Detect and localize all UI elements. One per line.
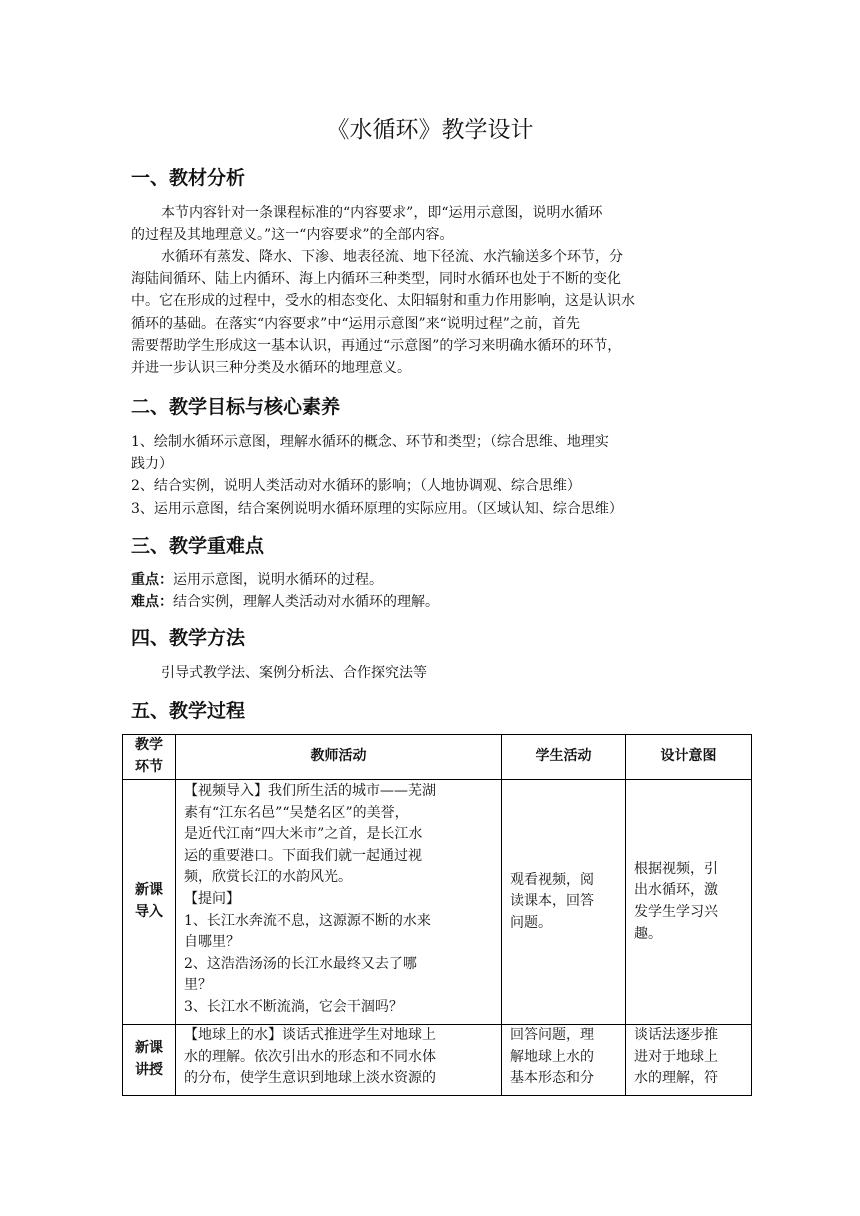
- goal-line: 践力）: [131, 456, 173, 473]
- student-activity-text: [510, 870, 622, 935]
- cell-line: 趣。: [634, 925, 662, 942]
- cell-line: 运的重要港口。下面我们就一起通过视: [184, 847, 422, 864]
- teacher-activity-text: [184, 1025, 498, 1090]
- cell-line: 观看视频，阅: [510, 871, 594, 888]
- header-student: 学生活动: [502, 735, 626, 780]
- cell-line: 频，欣赏长江的水韵风光。: [184, 869, 352, 886]
- goal-line: 1、绘制水循环示意图，理解水循环的概念、环节和类型；（综合思维、地理实: [131, 434, 609, 450]
- cell-line: 根据视频，引: [634, 860, 718, 877]
- teacher-activity-cell: [176, 1025, 502, 1096]
- paragraph-line: 本节内容针对一条课程标准的“内容要求”，即“运用示意图，说明水循环: [161, 205, 603, 221]
- cell-line: 2、这浩浩汤汤的长江水最终又去了哪: [184, 955, 417, 972]
- cell-line: 素有“江东名邑”“吴楚名区”的美誉，: [184, 804, 409, 821]
- cell-line: 里？: [184, 977, 212, 994]
- paragraph-line: 需要帮助学生形成这一基本认识，再通过“示意图”的学习来明确水循环的环节，: [131, 337, 622, 354]
- paragraph-line: 水循环有蒸发、降水、下渗、地表径流、地下径流、水汽输送多个环节，分: [161, 249, 623, 265]
- header-stage-label: [123, 735, 175, 778]
- stage-label: [123, 880, 175, 923]
- section1-paragraph-1: [131, 202, 731, 246]
- cell-line: 自哪里？: [184, 934, 240, 951]
- goal-line: 3、运用示意图，结合案例说明水循环原理的实际应用。（区域认知、综合思维）: [131, 500, 623, 517]
- teacher-activity-text: [184, 781, 498, 1019]
- stage-cell: [123, 1025, 176, 1096]
- header-stage: [123, 735, 176, 780]
- cell-line: 读课本，回答: [510, 893, 594, 910]
- document-title: 《水循环》教学设计: [326, 117, 534, 143]
- table-header-row: [123, 735, 752, 780]
- goal-line: 2、结合实例，说明人类活动对水循环的影响；（人地协调观、综合思维）: [131, 478, 581, 495]
- cell-line: 出水循环，激: [634, 882, 718, 899]
- design-intent-text: [634, 859, 748, 945]
- paragraph-line: 的过程及其地理意义。”这一“内容要求”的全部内容。: [131, 227, 454, 244]
- cell-line: 回答问题，理: [510, 1027, 594, 1043]
- key-point: [131, 569, 731, 591]
- student-activity-cell: [502, 780, 626, 1025]
- section-heading-1: 一、教材分析: [131, 167, 246, 189]
- key-point-label: 重点：: [131, 572, 173, 588]
- table-row: [123, 780, 752, 1025]
- table-row: [123, 1025, 752, 1096]
- cell-line: 1、长江水奔流不息，这源源不断的水来: [184, 912, 431, 929]
- section2-goals: [131, 431, 731, 520]
- teaching-process-table: [122, 734, 752, 1096]
- student-activity-cell: [502, 1025, 626, 1096]
- difficult-point: [131, 591, 731, 613]
- header-line: 教学: [135, 737, 163, 754]
- section-heading-5: 五、教学过程: [131, 700, 246, 722]
- stage-cell: [123, 780, 176, 1025]
- cell-line: 的分布，使学生意识到地球上淡水资源的: [184, 1070, 436, 1087]
- cell-line: 发学生学习兴: [634, 904, 718, 920]
- header-line: 环节: [135, 759, 163, 775]
- header-intent: 设计意图: [626, 735, 752, 780]
- section-heading-4: 四、教学方法: [131, 627, 246, 649]
- teacher-activity-cell: [176, 780, 502, 1025]
- stage-line: 讲授: [135, 1062, 163, 1078]
- cell-line: 水的理解。依次引出水的形态和不同水体: [184, 1048, 436, 1065]
- paragraph-line: 循环的基础。在落实“内容要求”中“运用示意图”来“说明过程”之前，首先: [131, 315, 580, 332]
- stage-line: 新课: [135, 1040, 163, 1057]
- paragraph-line: 中。它在形成的过程中，受水的相态变化、太阳辐射和重力作用影响，这是认识水: [131, 293, 635, 310]
- cell-line: 3、长江水不断流淌，它会干涸吗？: [184, 998, 403, 1015]
- stage-line: 新课: [135, 882, 163, 899]
- student-activity-text: [510, 1025, 622, 1090]
- difficult-point-text: 结合实例，理解人类活动对水循环的理解。: [173, 594, 439, 611]
- key-point-text: 运用示意图，说明水循环的过程。: [173, 572, 383, 588]
- design-intent-cell: [626, 1025, 752, 1096]
- section1-paragraph-2: [131, 246, 731, 379]
- section3-points: [131, 569, 731, 613]
- cell-line: 是近代江南“四大米市”之首，是长江水: [184, 826, 423, 843]
- cell-line: 水的理解，符: [634, 1070, 718, 1087]
- paragraph-line: 并进一步认识三种分类及水循环的地理意义。: [131, 360, 411, 377]
- design-intent-cell: [626, 780, 752, 1025]
- paragraph-line: 海陆间循环、陆上内循环、海上内循环三种类型，同时水循环也处于不断的变化: [131, 271, 621, 288]
- section-heading-2: 二、教学目标与核心素养: [131, 396, 341, 418]
- header-teacher: 教师活动: [176, 735, 502, 780]
- cell-line: 【视频导入】我们所生活的城市——芜湖: [184, 783, 436, 799]
- cell-line: 进对于地球上: [634, 1048, 718, 1065]
- cell-line: 谈话法逐步推: [634, 1027, 718, 1043]
- cell-line: 问题。: [510, 914, 552, 931]
- cell-line: 解地球上水的: [510, 1048, 594, 1065]
- stage-line: 导入: [135, 904, 163, 920]
- cell-line: 【提问】: [184, 890, 240, 907]
- section-heading-3: 三、教学重难点: [131, 535, 265, 557]
- difficult-point-label: 难点：: [131, 594, 173, 611]
- cell-line: 【地球上的水】谈话式推进学生对地球上: [184, 1027, 436, 1043]
- section4-methods: 引导式教学法、案例分析法、合作探究法等: [161, 665, 427, 681]
- design-intent-text: [634, 1025, 748, 1090]
- cell-line: 基本形态和分: [510, 1070, 594, 1087]
- stage-label: [123, 1038, 175, 1081]
